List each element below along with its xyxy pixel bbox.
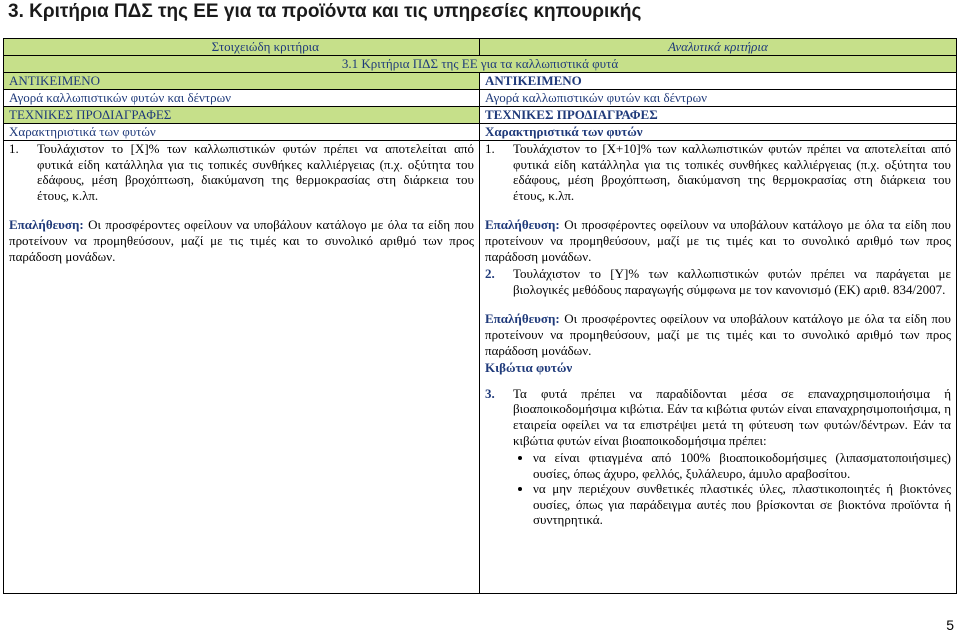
list-item: • να μην περιέχουν συνθετικές πλαστικές ύλες, πλαστικοποιητές ή βιοκτόνες ουσίες, όπως για παράδειγμα αυτές που βρίσκονται σε βιοκτόνα προϊόντα ή συντηρητικά. bbox=[533, 481, 951, 528]
criteria-content-row bbox=[4, 141, 957, 594]
plant-boxes-heading: Κιβώτια φυτών bbox=[485, 360, 573, 376]
criteria-table bbox=[3, 38, 957, 594]
plant-characteristics-right: Χαρακτηριστικά των φυτών bbox=[480, 124, 957, 141]
tech-spec-row bbox=[4, 107, 957, 124]
comprehensive-criterion-3: 3. Τα φυτά πρέπει να παραδίδονται μέσα σε επαναχρησιμοποιήσιμα ή βιοαποικοδομήσιμα κιβώτια. Εάν τα κιβώτια φυτών είναι επαναχρησιμοποιήσιμα, η εταιρεία οφείλει να τα επιστρέψει μετά τη φύτευση των φυτών/δέντρων. Εάν τα κιβώτια φυτών είναι βιοαποικοδομήσιμα πρέπει: bbox=[485, 385, 951, 448]
page-heading: 3. Κριτήρια ΠΔΣ της ΕΕ για τα προϊόντα και τις υπηρεσίες κηπουρικής bbox=[8, 1, 642, 22]
list-item: • να είναι φτιαγμένα από 100% βιοαποικοδομήσιμες (λιπασματοποιήσιμες) ουσίες, όπως άχυρο, φελλός, ξυλάλευρο, άμυλο αραβοσίτου. bbox=[533, 450, 951, 481]
comprehensive-verification-2: Επαλήθευση: Οι προσφέροντες οφείλουν να υποβάλουν κατάλογο με όλα τα είδη που προτείνουν να προμηθεύσουν, μαζί με τις τιμές και το συνολικό αριθμό των προς παράδοση μονάδων. bbox=[485, 311, 951, 358]
object-row bbox=[4, 73, 957, 90]
tech-spec-right: ΤΕΧΝΙΚΕΣ ΠΡΟΔΙΑΓΡΑΦΕΣ bbox=[480, 107, 957, 124]
object-label-left: ΑΝΤΙΚΕΙΜΕΝΟ bbox=[4, 73, 480, 90]
page-number: 5 bbox=[946, 617, 954, 633]
core-verification-1: Επαλήθευση: Οι προσφέροντες οφείλουν να υποβάλουν κατάλογο με όλα τα είδη που προτείνουν να προμηθεύσουν, μαζί με τις τιμές και το συνολικό αριθμό των προς παράδοση μονάδων. bbox=[9, 217, 474, 264]
biodegradable-requirements-list bbox=[485, 450, 951, 528]
comprehensive-verification-1: Επαλήθευση: Οι προσφέροντες οφείλουν να υποβάλουν κατάλογο με όλα τα είδη που προτείνουν να προμηθεύσουν, μαζί με τις τιμές και το συνολικό αριθμό των προς παράδοση μονάδων. bbox=[485, 217, 951, 264]
core-criteria-cell bbox=[4, 141, 480, 594]
column-header-row bbox=[4, 39, 957, 56]
tech-spec-left: ΤΕΧΝΙΚΕΣ ΠΡΟΔΙΑΓΡΑΦΕΣ bbox=[4, 107, 480, 124]
comprehensive-criterion-2: 2. Τουλάχιστον το [Y]% των καλλωπιστικών φυτών πρέπει να παράγεται με βιολογικές μεθόδους παραγωγής σύμφωνα με τον κανονισμό (ΕΚ) αριθ. 834/2007. bbox=[485, 266, 951, 297]
column-header-comprehensive: Αναλυτικά κριτήρια bbox=[480, 39, 957, 56]
plant-characteristics-left: Χαρακτηριστικά των φυτών bbox=[4, 124, 480, 141]
plant-characteristics-row bbox=[4, 124, 957, 141]
object-value-left: Αγορά καλλωπιστικών φυτών και δέντρων bbox=[4, 90, 480, 107]
comprehensive-criterion-1: 1. Τουλάχιστον το [X+10]% των καλλωπιστικών φυτών πρέπει να αποτελείται από φυτικά είδη κατάλληλα για τις τοπικές συνθήκες καλλιέργειας (π.χ. οξύτητα του εδάφους, μέση βροχόπτωση, διακύμανση της θερμοκρασίας στη διάρκεια του έτους, κ.λπ. bbox=[485, 141, 951, 203]
comprehensive-criteria-cell bbox=[480, 141, 957, 594]
column-header-core: Στοιχειώδη κριτήρια bbox=[4, 39, 480, 56]
object-label-right: ΑΝΤΙΚΕΙΜΕΝΟ bbox=[480, 73, 957, 90]
object-value-row bbox=[4, 90, 957, 107]
section-title: 3.1 Κριτήρια ΠΔΣ της ΕΕ για τα καλλωπιστικά φυτά bbox=[4, 56, 957, 73]
object-value-right: Αγορά καλλωπιστικών φυτών και δέντρων bbox=[480, 90, 957, 107]
core-criterion-1: 1. Τουλάχιστον το [X]% των καλλωπιστικών φυτών πρέπει να αποτελείται από φυτικά είδη κατάλληλα για τις τοπικές συνθήκες καλλιέργειας (π.χ. οξύτητα του εδάφους, μέση βροχόπτωση, διακύμανση της θερμοκρασίας στη διάρκεια του έτους, κ.λπ. bbox=[9, 141, 474, 203]
section-title-row bbox=[4, 56, 957, 73]
